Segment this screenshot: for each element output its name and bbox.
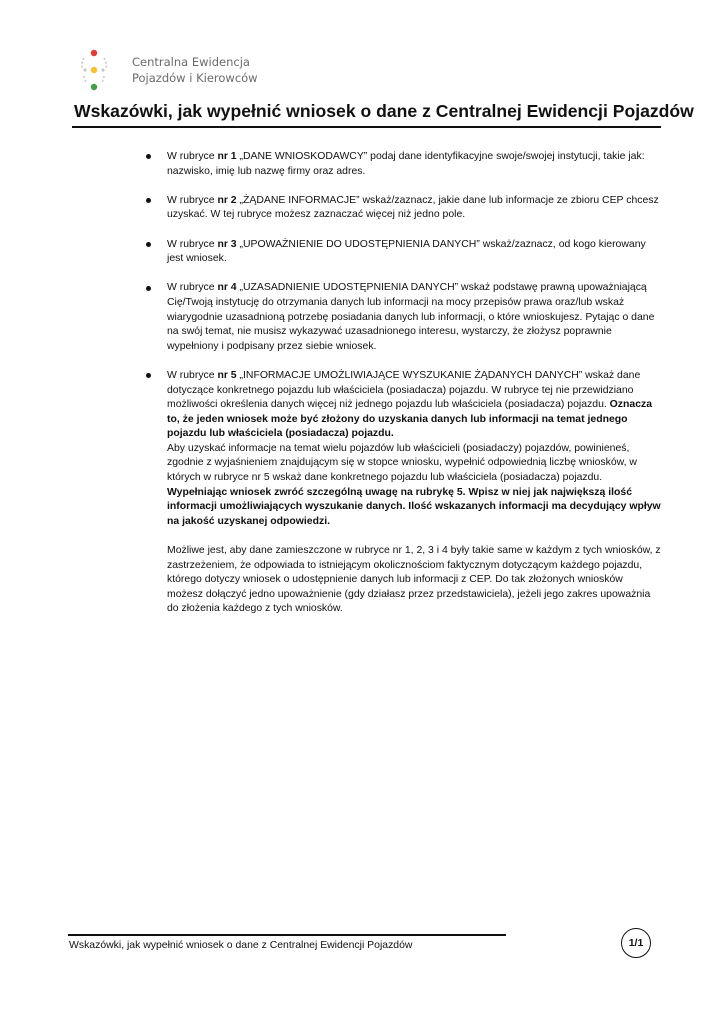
page-number-badge	[621, 928, 651, 958]
logo-line-1: Centralna Ewidencja	[132, 55, 250, 69]
footer-title: Wskazówki, jak wypełnić wniosek o dane z Centralnej Ewidencji Pojazdów	[69, 940, 413, 951]
logo-text	[132, 54, 258, 86]
item-paragraph: Aby uzyskać informacje na temat wielu pojazdów lub właścicieli (posiadaczy) pojazdów, powinieneś, zgodnie z wyjaśnieniem znajdującym się w stopce wniosku, wypełnić odpowiednią liczbę wniosków, w których w rubryce nr 5 wskaż dane konkretnego pojazdu lub właściciela (posiadacza) pojazdu.	[167, 442, 637, 484]
page-number: 1/1	[628, 937, 644, 949]
item-prefix: W rubryce	[167, 238, 218, 250]
item-prefix: W rubryce	[167, 369, 218, 381]
list-item	[146, 194, 661, 223]
traffic-light-logo-icon	[76, 48, 120, 92]
bullet-icon	[146, 198, 151, 203]
item-prefix: W rubryce	[167, 151, 218, 162]
item-number: nr 4	[217, 282, 237, 294]
title-divider	[72, 126, 661, 128]
cepik-logo	[76, 48, 276, 92]
item-number: nr 2	[217, 194, 237, 206]
logo-line-2: Pojazdów i Kierowców	[132, 71, 258, 85]
item-note: Możliwe jest, aby dane zamieszczone w rubryce nr 1, 2, 3 i 4 były takie same w każdym z tych wniosków, z zastrzeżeniem, że odpowiada to istniejącym okolicznościom faktycznym dotyczącym każdego pojazdu, którego dotyczy wniosek o udostępnienie danych lub informacji z CEP. Do tak złożonych wniosków możesz dołączyć jedno upoważnienie (gdy działasz przez przedstawiciela), jeżeli jego zakres upoważnia do złożenia każdego z tych wniosków.	[167, 545, 661, 615]
item-text: „INFORMACJE UMOŻLIWIAJĄCE WYSZUKANIE ŻĄDANYCH DANYCH” wskaż dane dotyczące konkretnego pojazdu lub właściciela (posiadacza) pojazdu. W rubryce tej nie przewidziano możliwości określenia danych więcej niż jednego pojazdu lub właściciela (posiadacza) pojazdu.	[167, 369, 641, 411]
list-item	[146, 150, 661, 179]
list-item	[146, 369, 661, 617]
item-number: nr 1	[217, 151, 237, 162]
item-number: nr 3	[217, 238, 237, 250]
item-text: „UZASADNIENIE UDOSTĘPNIENIA DANYCH” wskaż podstawę prawną upoważniającą Cię/Twoją instytucję do otrzymania danych lub informacji na mocy przepisów prawa oraz/lub wskaż wiarygodnie uzasadnioną potrzebę posiadania danych lub informacji, o które wnioskujesz. Pytając o dane na swój temat, nie musisz wykazywać uzasadnionego interesu, wystarczy, że złożysz poprawnie wypełniony i podpisany przez siebie wniosek.	[167, 282, 655, 352]
item-text: „UPOWAŻNIENIE DO UDOSTĘPNIENIA DANYCH” wskaż/zaznacz, od kogo kierowany jest wniosek.	[167, 238, 646, 265]
item-text: „DANE WNIOSKODAWCY” podaj dane identyfikacyjne swoje/swojej instytucji, takie jak: nazwisko, imię lub nazwę firmy oraz adres.	[167, 151, 645, 177]
list-item	[146, 281, 661, 354]
footer-divider	[68, 934, 506, 936]
list-item	[146, 238, 661, 267]
item-emphasis-paragraph: Wypełniając wniosek zwróć szczególną uwagę na rubrykę 5. Wpisz w niej jak największą ilość informacji umożliwiających wyszukanie danych. Ilość wskazanych informacji ma decydujący wpływ na jakość uzyskanej odpowiedzi.	[167, 486, 661, 527]
bullet-icon	[146, 286, 151, 291]
item-prefix: W rubryce	[167, 194, 218, 206]
document-title: Wskazówki, jak wypełnić wniosek o dane z Centralnej Ewidencji Pojazdów	[74, 101, 694, 121]
item-prefix: W rubryce	[167, 282, 218, 294]
instructions-list	[146, 150, 661, 632]
bullet-icon	[146, 154, 151, 159]
item-text: „ŻĄDANE INFORMACJE” wskaż/zaznacz, jakie dane lub informacje ze zbioru CEP chcesz uzyskać. W tej rubryce możesz zaznaczać więcej niż jedno pole.	[167, 194, 659, 221]
bullet-icon	[146, 373, 151, 378]
item-emphasis: Oznacza to, że jeden wniosek może być złożony do uzyskania danych lub informacji na temat jednego pojazdu lub właściciela (posiadacza) pojazdu.	[167, 399, 653, 440]
bullet-icon	[146, 242, 151, 247]
item-number: nr 5	[217, 369, 237, 381]
